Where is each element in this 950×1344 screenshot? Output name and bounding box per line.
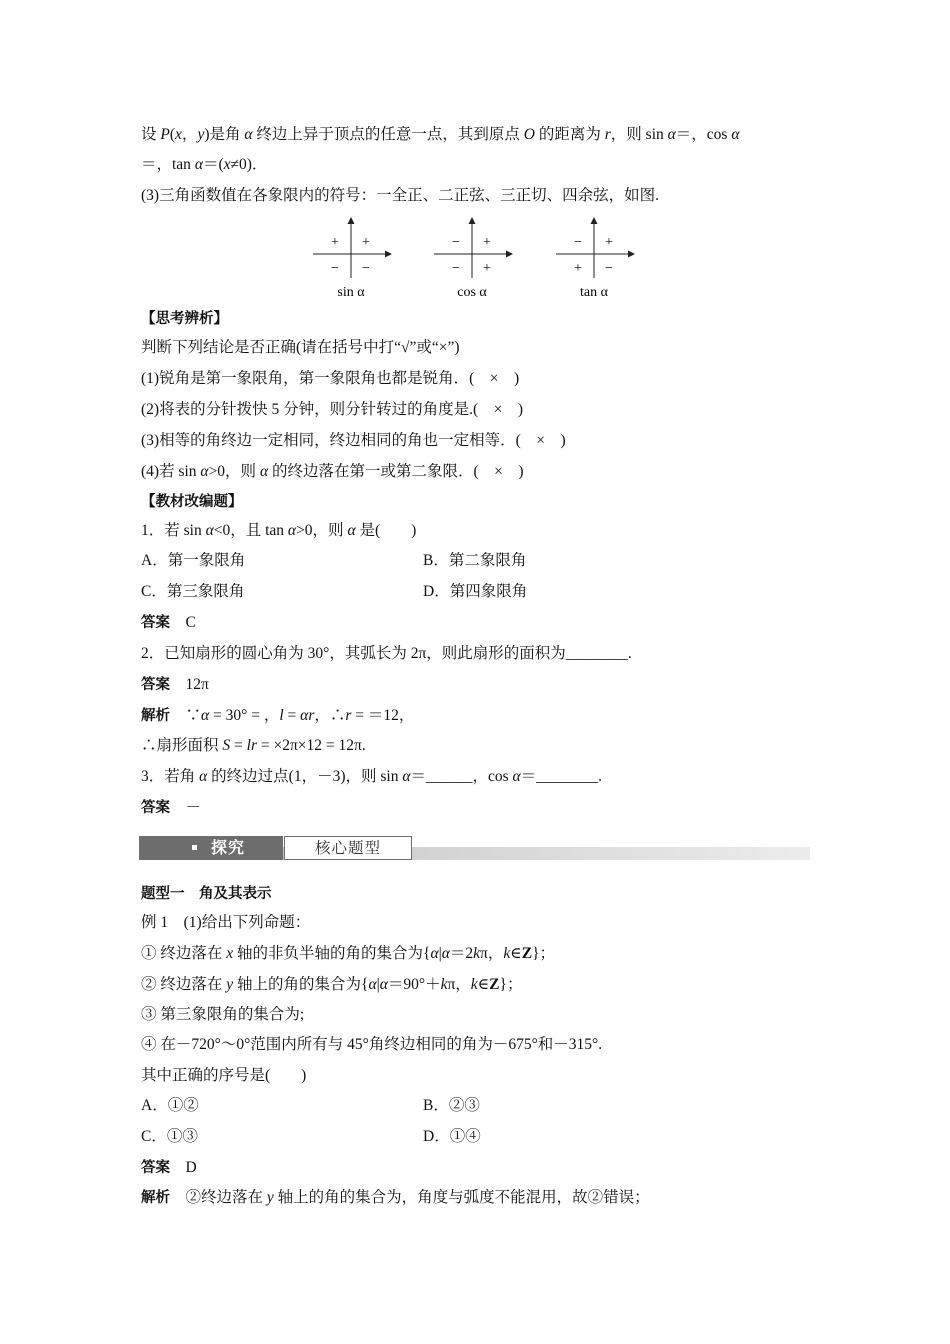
- sin-diagram: [313, 218, 391, 300]
- example-question: 其中正确的序号是( ): [141, 1067, 307, 1084]
- ex1-option-b: B．②③: [423, 1097, 480, 1114]
- q1-answer: 答案 C: [141, 614, 196, 631]
- proposition-2: ② 终边落在 y 轴上的角的集合为{α|α＝90°＋kπ，k∈Z}；: [141, 976, 523, 993]
- think-item-3: (3)相等的角终边一定相同，终边相同的角也一定相等．( × ): [141, 432, 566, 449]
- q2-answer: 答案 12π: [141, 676, 209, 693]
- type1-heading: 题型一 角及其表示: [141, 886, 272, 902]
- cos-q1: +: [483, 235, 491, 250]
- proposition-1: ① 终边落在 x 轴的非负半轴的角的集合为{α|α＝2kπ，k∈Z}；: [141, 945, 556, 962]
- tan-q3: +: [574, 261, 582, 276]
- ex1-analysis: 解析 ②终边落在 y 轴上的角的集合为，角度与弧度不能混用，故②错误；: [141, 1189, 650, 1206]
- think-prompt: 判断下列结论是否正确(请在括号中打“√”或“×”): [141, 339, 460, 356]
- q1-option-b: B．第二象限角: [423, 552, 527, 569]
- tan-label: tan α: [580, 285, 608, 300]
- proposition-4: ④ 在－720°～0°范围内所有与 45°角终边相同的角为－675°和－315°.: [141, 1036, 603, 1053]
- q2-analysis-line-1: 解析 ∵α = 30° = ，l = αr，∴r = ＝12，: [141, 707, 415, 724]
- think-item-4: (4)若 sin α>0，则 α 的终边落在第一或第二象限．( × ): [141, 463, 524, 480]
- intro-line-3: (3)三角函数值在各象限内的符号：一全正、二正弦、三正切、四余弦，如图.: [141, 187, 659, 204]
- cos-q4: +: [483, 261, 491, 276]
- section-bar-label-2: 核心题型: [314, 839, 381, 857]
- intro-line-1: 设 P(x，y)是角 α 终边上异于顶点的任意一点，其到原点 O 的距离为 r，则 sin α＝，cos α: [141, 126, 740, 143]
- textbook-heading: 【教材改编题】: [141, 494, 243, 510]
- sin-q1: +: [362, 235, 370, 250]
- sin-q2: +: [331, 235, 339, 250]
- cos-q3: −: [452, 261, 460, 276]
- q2-text: 2．已知扇形的圆心角为 30°，其弧长为 2π，则此扇形的面积为________.: [141, 645, 632, 662]
- cos-diagram: [434, 218, 512, 300]
- ex1-option-d: D．①④: [423, 1128, 481, 1145]
- tan-q4: −: [605, 261, 613, 276]
- think-item-2: (2)将表的分针拨快 5 分钟，则分针转过的角度是.( × ): [141, 401, 524, 418]
- intro-line-2: ＝，tan α＝(x≠0)．: [141, 156, 268, 173]
- q1-option-d: D．第四象限角: [423, 583, 528, 600]
- q1-option-a: A．第一象限角: [141, 552, 246, 569]
- ex1-answer: 答案 D: [141, 1159, 197, 1176]
- section-bar-label-1: 探究: [211, 838, 246, 857]
- sin-label: sin α: [337, 285, 365, 300]
- tan-q2: −: [574, 235, 582, 250]
- q3-answer: 答案 －: [141, 799, 202, 816]
- sign-diagrams: [300, 212, 650, 304]
- q1-text: 1．若 sin α<0，且 tan α>0，则 α 是( ): [141, 522, 417, 539]
- q3-text: 3．若角 α 的终边过点(1，－3)，则 sin α＝______，cos α＝________.: [141, 768, 603, 785]
- section-bar: [139, 835, 810, 863]
- q1-option-c: C．第三象限角: [141, 583, 245, 600]
- tan-diagram: [556, 218, 634, 300]
- cos-label: cos α: [457, 285, 487, 300]
- proposition-3: ③ 第三象限角的集合为;: [141, 1006, 305, 1023]
- think-item-1: (1)锐角是第一象限角，第一象限角也都是锐角．( × ): [141, 370, 520, 387]
- sin-q3: −: [331, 261, 339, 276]
- cos-q2: −: [452, 235, 460, 250]
- q2-analysis-line-2: ∴扇形面积 S = lr = ×2π×12 = 12π.: [141, 737, 366, 754]
- ex1-option-a: A．①②: [141, 1097, 199, 1114]
- think-heading: 【思考辨析】: [141, 311, 228, 327]
- ex1-option-c: C．①③: [141, 1128, 198, 1145]
- section-bar-square-icon: [192, 845, 197, 850]
- sin-q4: −: [362, 261, 370, 276]
- tan-q1: +: [605, 235, 613, 250]
- example-1: 例 1 (1)给出下列命题：: [141, 914, 311, 931]
